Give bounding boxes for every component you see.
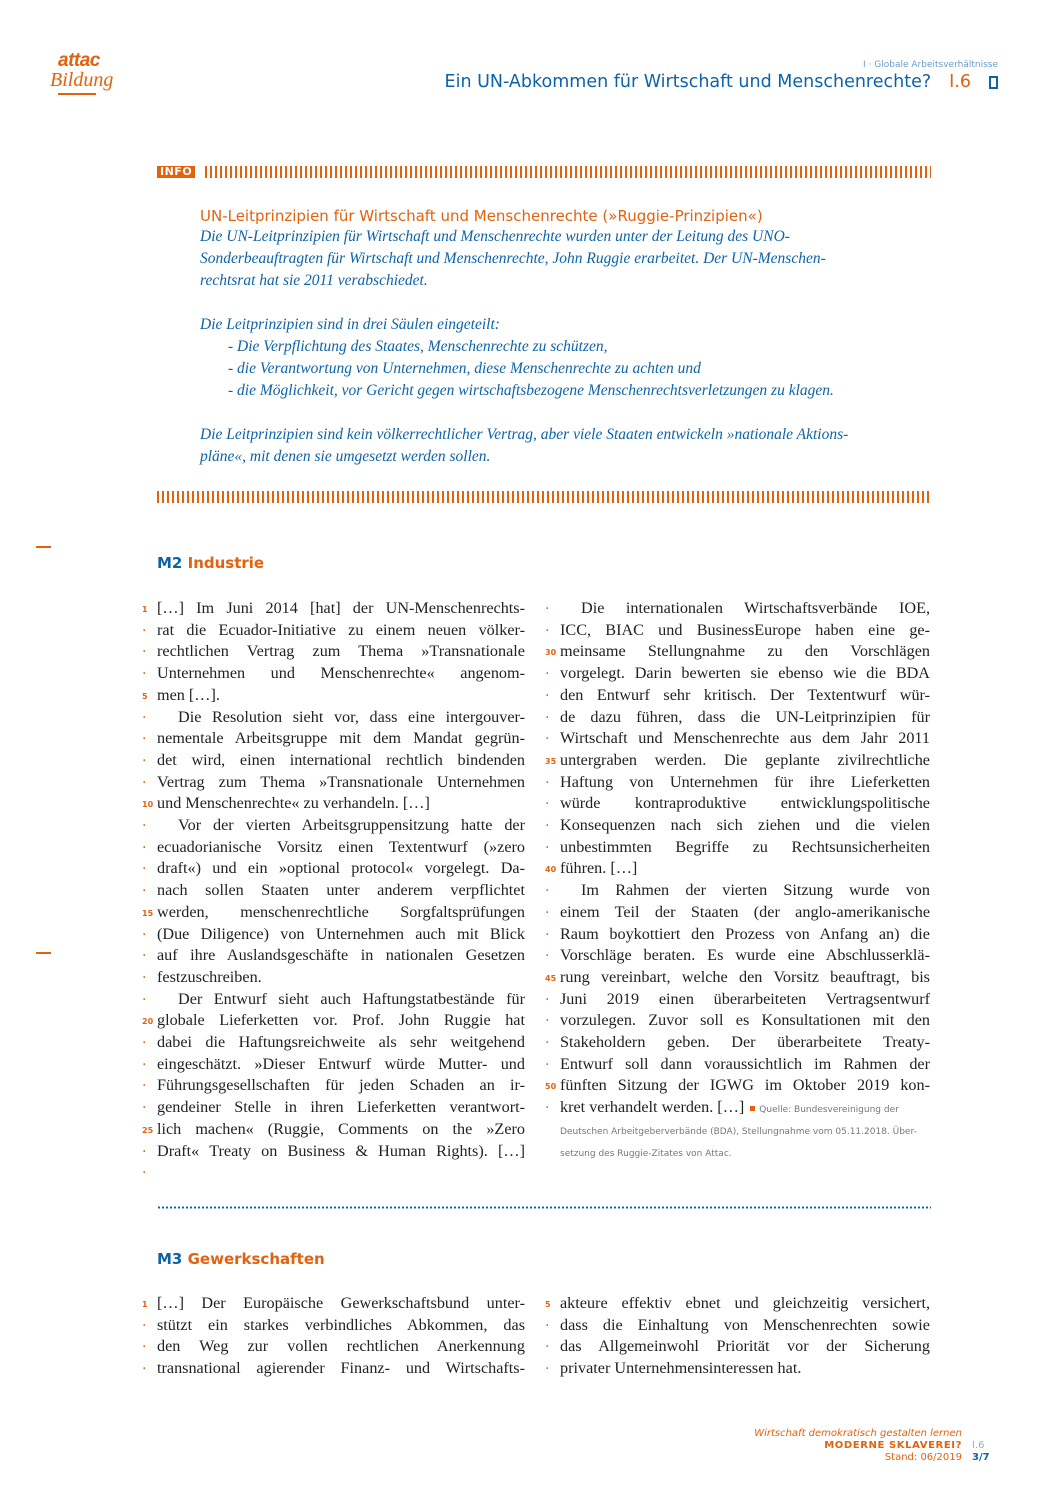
- line-number: .: [545, 879, 550, 896]
- text-line: [545, 1293, 930, 1315]
- line-text: nach sollen Staaten unter anderem verpflichtet: [157, 881, 525, 900]
- text-line: [545, 879, 930, 902]
- line-text: Unternehmen und Menschenrechte« angenom-: [157, 664, 525, 683]
- line-text: Wirtschaft und Menschenrechte aus dem Jahr 2011: [560, 729, 930, 748]
- line-number: .: [142, 640, 147, 657]
- text-line: [545, 792, 930, 815]
- section-name: Industrie: [187, 554, 265, 572]
- info-heading: UN-Leitprinzipien für Wirtschaft und Menschenrechte (»Ruggie-Prinzipien«): [200, 207, 763, 225]
- margin-mark: [36, 952, 51, 954]
- text-line: [545, 944, 930, 967]
- info-list-item: - Die Verpflichtung des Staates, Menschenrechte zu schützen,: [228, 338, 608, 355]
- line-text: rechtlichen Vertrag zum Thema »Transnationale: [157, 642, 525, 661]
- logo-attac: attac: [58, 50, 100, 71]
- header-section: I · Globale Arbeitsverhältnisse: [863, 60, 998, 70]
- footer-stand: Stand: 06/2019: [884, 1452, 962, 1463]
- line-number: .: [545, 922, 550, 939]
- line-text: Der Entwurf sieht auch Haftungstatbestände für: [178, 989, 525, 1008]
- text-line: [142, 1335, 525, 1358]
- line-text: fünften Sitzung der IGWG im Oktober 2019 kon-: [560, 1076, 930, 1095]
- line-text: transnational agierender Finanz- und Wirtschafts-: [157, 1359, 525, 1378]
- text-line: [142, 1139, 525, 1163]
- section-name: Gewerkschaften: [187, 1250, 325, 1268]
- divider-ticks: [205, 166, 931, 178]
- line-number: .: [545, 1313, 550, 1330]
- line-number: .: [142, 748, 147, 765]
- line-number: 40: [545, 865, 557, 875]
- line-text: würde kontraproduktive entwicklungspolitische: [560, 794, 930, 813]
- line-text: untergraben werden. Die geplante zivilrechtliche: [560, 750, 930, 769]
- line-text: stützt ein starkes verbindliches Abkommen, das: [157, 1315, 525, 1334]
- line-number: 50: [545, 1082, 557, 1092]
- text-line: [142, 814, 525, 837]
- text-line: [142, 1074, 525, 1097]
- text-line: [142, 1161, 525, 1184]
- line-number: .: [545, 814, 550, 831]
- text-line: [545, 750, 930, 772]
- text-line: [142, 1052, 525, 1076]
- line-text: meinsame Stellungnahme zu den Vorschlägen: [560, 642, 930, 661]
- line-number: .: [545, 705, 550, 722]
- line-number: .: [545, 900, 550, 917]
- text-line: [142, 1293, 525, 1315]
- section-separator: [157, 1206, 931, 1209]
- source-text: Deutschen Arbeitgeberverbände (BDA), Stellungnahme vom 05.11.2018. Über-: [560, 1127, 917, 1138]
- line-number: .: [142, 814, 147, 831]
- line-number: .: [545, 1335, 550, 1352]
- m2-left-column: [142, 598, 525, 1184]
- text-line: [545, 618, 930, 642]
- text-line: [545, 727, 930, 750]
- line-text: das Allgemeinwohl Priorität vor der Sicherung: [560, 1337, 930, 1356]
- m2-right-column: [545, 597, 930, 1165]
- text-line: [545, 1075, 930, 1097]
- line-text: Die Resolution sieht vor, dass eine intergouver-: [178, 707, 525, 726]
- line-text: akteure effektiv ebnet und gleichzeitig versichert,: [560, 1294, 930, 1312]
- line-number: .: [545, 618, 550, 635]
- line-text: führen. […]: [560, 859, 638, 878]
- info-line: Die UN-Leitprinzipien für Wirtschaft und Menschenrechte wurden unter der Leitung des UNO-: [200, 228, 790, 245]
- logo-underline: [58, 93, 96, 95]
- chapter-number: I.6: [949, 72, 971, 92]
- text-line: [545, 967, 930, 989]
- line-number: .: [142, 987, 147, 1004]
- line-text: globale Lieferketten vor. Prof. John Ruggie hat: [157, 1011, 525, 1030]
- logo-bildung: Bildung: [50, 69, 114, 91]
- text-line: [142, 965, 525, 989]
- line-number: .: [142, 857, 147, 874]
- line-number: 20: [142, 1017, 154, 1027]
- line-number: .: [142, 1096, 147, 1113]
- line-text: Führungsgesellschaften für jeden Schaden an ir-: [157, 1076, 525, 1095]
- line-number: .: [545, 770, 550, 787]
- text-line: [545, 858, 930, 880]
- line-number: .: [142, 965, 147, 982]
- text-line: [142, 1119, 525, 1141]
- line-number: .: [142, 705, 147, 722]
- line-text: Konsequenzen nach sich ziehen und die vielen: [560, 816, 930, 835]
- line-text: det wird, einen international rechtlich bindenden: [157, 750, 525, 769]
- text-line: [545, 1009, 930, 1032]
- line-number: .: [142, 1335, 147, 1352]
- source-text: setzung des Ruggie-Zitates von Attac.: [560, 1149, 732, 1160]
- footer-module-number: I.6: [972, 1440, 985, 1451]
- line-number: .: [545, 727, 550, 744]
- line-text: einem Teil der Staaten (der anglo-amerikanische: [560, 902, 930, 921]
- line-number: .: [545, 1052, 550, 1069]
- text-line: [545, 1052, 930, 1076]
- section-code: M2: [157, 554, 183, 572]
- line-text: ecuadorianische Vorsitz einen Textentwurf (»zero: [157, 837, 525, 856]
- line-text: Raum boykottiert den Prozess von Anfang an) die: [560, 924, 930, 943]
- line-number: .: [142, 1052, 147, 1069]
- line-text: Vor der vierten Arbeitsgruppensitzung hatte der: [178, 816, 525, 835]
- line-text: […] Der Europäische Gewerkschaftsbund unter-: [157, 1294, 525, 1312]
- line-number: .: [142, 922, 147, 939]
- source-marker-icon: [750, 1106, 755, 1111]
- text-line: [545, 597, 930, 620]
- line-text: lich machen« (Ruggie, Comments on the »Zero: [157, 1119, 525, 1138]
- text-line: [142, 944, 525, 967]
- line-number: 10: [142, 800, 154, 810]
- line-text: [157, 1163, 161, 1181]
- page-title: [445, 72, 998, 92]
- text-line: [142, 640, 525, 663]
- line-number: .: [142, 1074, 147, 1091]
- text-line: [545, 705, 930, 729]
- text-line: [142, 922, 525, 946]
- text-line: [142, 902, 525, 924]
- line-text: Vertrag zum Thema »Transnationale Unternehmen: [157, 772, 525, 791]
- line-text: und Menschenrechte« zu verhandeln. […]: [157, 794, 430, 813]
- page-number: 3/7: [972, 1452, 990, 1463]
- line-number: .: [142, 879, 147, 896]
- line-number: .: [142, 835, 147, 852]
- text-line: [545, 900, 930, 924]
- line-text: unbestimmten Begriffe zu Rechtsunsicherheiten: [560, 837, 930, 856]
- line-text: Draft« Treaty on Business & Human Rights). […]: [157, 1141, 525, 1160]
- line-text: Entwurf soll dann voraussichtlich im Rahmen der: [560, 1054, 930, 1073]
- line-number: .: [142, 1139, 147, 1156]
- line-text: de dazu führen, dass die UN-Leitprinzipien für: [560, 707, 930, 726]
- text-line: [142, 748, 525, 772]
- section-title-m3: [157, 1250, 325, 1268]
- text-line: [545, 987, 930, 1011]
- line-text: rat die Ecuador-Initiative zu einem neuen völker-: [157, 620, 525, 639]
- text-line: [545, 814, 930, 837]
- info-line: Sonderbeauftragten für Wirtschaft und Menschenrechte, John Ruggie erarbeitet. Der UN-Menschen-: [200, 250, 826, 267]
- line-text: kret verhandelt werden. […]: [560, 1098, 745, 1117]
- line-text: rung vereinbart, welche den Vorsitz beauftragt, bis: [560, 967, 930, 986]
- line-text: privater Unternehmensinteressen hat.: [560, 1359, 802, 1378]
- line-number: .: [545, 597, 550, 613]
- text-line: [142, 662, 525, 685]
- line-number: .: [142, 1313, 147, 1330]
- attac-bildung-logo: [50, 52, 112, 90]
- info-line: pläne«, mit denen sie umgesetzt werden sollen.: [200, 448, 491, 465]
- line-number: 30: [545, 648, 557, 658]
- line-number: .: [545, 1357, 550, 1374]
- text-line: [142, 793, 525, 815]
- line-number: 5: [142, 691, 148, 701]
- line-number: .: [142, 770, 147, 787]
- page-footer: [754, 1428, 998, 1464]
- line-number: .: [545, 1009, 550, 1026]
- line-number: 45: [545, 973, 557, 983]
- page-title-text: Ein UN-Abkommen für Wirtschaft und Menschenrechte?: [444, 72, 932, 92]
- text-line: [142, 705, 525, 729]
- text-line: [545, 683, 930, 707]
- line-number: .: [142, 662, 147, 679]
- text-line: [142, 685, 525, 707]
- info-line: rechtsrat hat sie 2011 verabschiedet.: [200, 272, 428, 289]
- line-number: .: [545, 987, 550, 1004]
- info-line: Die Leitprinzipien sind in drei Säulen eingeteilt:: [200, 316, 500, 333]
- info-list-item: - die Verantwortung von Unternehmen, diese Menschenrechte zu achten und: [228, 360, 701, 377]
- info-box-header: [157, 165, 931, 179]
- line-number: .: [545, 1096, 550, 1113]
- line-text: auf ihre Auslandsgeschäfte in nationalen Gesetzen: [157, 946, 525, 965]
- text-line: [545, 922, 930, 946]
- line-number: .: [142, 944, 147, 961]
- info-list-item: - die Möglichkeit, vor Gericht gegen wirtschaftsbezogene Menschenrechtsverletzungen zu klagen.: [228, 382, 834, 399]
- text-line: [142, 1357, 525, 1380]
- line-number: 25: [142, 1125, 154, 1135]
- text-line: [142, 618, 525, 642]
- line-text: […] Im Juni 2014 [hat] der UN-Menschenrechts-: [157, 599, 525, 617]
- m3-left-column: [142, 1293, 525, 1380]
- line-text: Juni 2019 einen überarbeiteten Vertragsentwurf: [560, 989, 930, 1008]
- text-line: [545, 1357, 930, 1380]
- line-text: (Due Diligence) von Unternehmen auch mit Blick: [157, 924, 525, 943]
- line-text: Im Rahmen der vierten Sitzung wurde von: [581, 881, 930, 900]
- line-text: vorzulegen. Zuvor soll es Konsultationen mit den: [560, 1011, 930, 1030]
- text-line: [545, 662, 930, 685]
- m3-right-column: [545, 1293, 930, 1380]
- line-number: .: [142, 727, 147, 744]
- line-text: Haftung von Unternehmen für ihre Lieferketten: [560, 772, 930, 791]
- line-number: .: [545, 792, 550, 809]
- text-line: [142, 1031, 525, 1054]
- text-line: [142, 727, 525, 750]
- text-line: [545, 1031, 930, 1054]
- line-text: den Entwurf sehr kritisch. Der Textentwurf wür-: [560, 685, 930, 704]
- line-text: den Weg zur vollen rechtlichen Anerkennung: [157, 1337, 525, 1356]
- text-line: [142, 1096, 525, 1119]
- line-text: nementale Arbeitsgruppe mit dem Mandat gegrün-: [157, 729, 525, 748]
- line-number: 1: [142, 1300, 148, 1309]
- text-line: [545, 835, 930, 859]
- line-number: .: [545, 944, 550, 961]
- line-text: gendeiner Stelle in ihren Lieferketten verantwort-: [157, 1098, 525, 1117]
- line-text: men […].: [157, 685, 220, 704]
- divider-ticks: [157, 491, 931, 503]
- info-line: Die Leitprinzipien sind kein völkerrechtlicher Vertrag, aber viele Staaten entwickeln »nationale Aktions-: [200, 426, 849, 443]
- text-line: [142, 770, 525, 794]
- section-code: M3: [157, 1250, 183, 1268]
- line-number: .: [545, 662, 550, 679]
- info-badge: INFO: [157, 166, 195, 178]
- line-text: eingeschätzt. »Dieser Entwurf würde Mutter- und: [157, 1054, 525, 1073]
- info-box: [200, 206, 900, 468]
- text-line: [142, 1313, 525, 1337]
- line-text: Die internationalen Wirtschaftsverbände IOE,: [581, 599, 930, 617]
- line-number: 15: [142, 908, 154, 918]
- line-text: Vorschläge beraten. Es wurde eine Abschlusserklä-: [560, 946, 930, 965]
- box-icon: [989, 76, 998, 89]
- footer-series: Wirtschaft demokratisch gestalten lernen: [754, 1428, 962, 1439]
- text-line: [142, 1010, 525, 1032]
- line-text: werden, menschenrechtliche Sorgfaltsprüfungen: [157, 902, 525, 921]
- line-text: vorgelegt. Darin bewerten sie ebenso wie die BDA: [560, 664, 930, 683]
- text-line: [142, 598, 525, 620]
- footer-module: MODERNE SKLAVEREI?: [824, 1440, 962, 1451]
- text-line: [545, 641, 930, 663]
- text-line: [142, 857, 525, 880]
- line-text: ICC, BIAC und BusinessEurope haben eine ge-: [560, 620, 930, 639]
- info-text: [200, 226, 900, 468]
- text-line: [545, 1335, 930, 1358]
- text-line: [545, 770, 930, 794]
- text-line: [142, 987, 525, 1011]
- section-title-m2: [157, 554, 264, 572]
- line-text: festzuschreiben.: [157, 967, 262, 986]
- margin-mark: [36, 546, 51, 548]
- line-number: .: [142, 1357, 147, 1374]
- line-number: .: [142, 1161, 147, 1178]
- text-line: [545, 1096, 930, 1121]
- line-number: 35: [545, 756, 557, 766]
- line-text: draft«) und ein »optional protocol« vorgelegt. Da-: [157, 859, 525, 878]
- text-line: [545, 1313, 930, 1337]
- line-number: .: [545, 835, 550, 852]
- line-number: 1: [142, 605, 148, 614]
- line-text: dabei die Haftungsreichweite als sehr weitgehend: [157, 1033, 525, 1052]
- text-line: [142, 835, 525, 859]
- line-text: dass die Einhaltung von Menschenrechten sowie: [560, 1315, 930, 1334]
- line-text: Stakeholdern geben. Der überarbeitete Treaty-: [560, 1033, 930, 1052]
- line-number: .: [142, 618, 147, 635]
- source-text: Quelle: Bundesvereinigung der: [759, 1105, 899, 1116]
- line-number: .: [545, 1031, 550, 1048]
- line-number: 5: [545, 1300, 551, 1309]
- line-number: .: [142, 1031, 147, 1048]
- text-line: [142, 879, 525, 902]
- line-number: .: [545, 683, 550, 700]
